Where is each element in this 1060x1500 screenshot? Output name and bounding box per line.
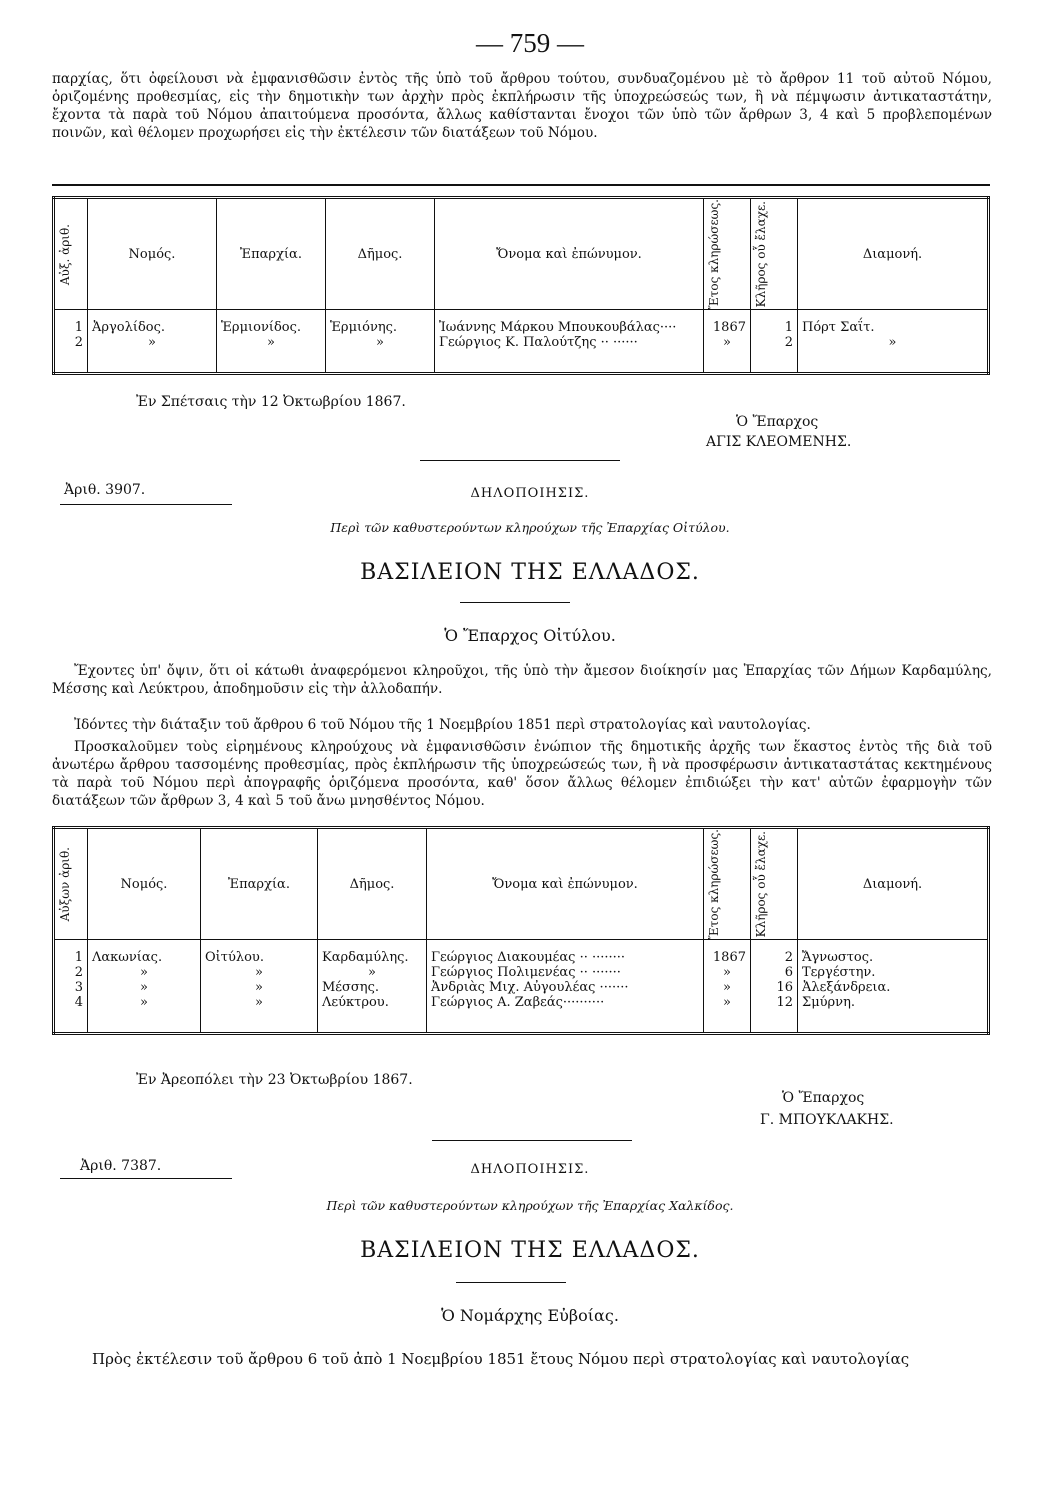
section2-kingdom: ΒΑΣΙΛΕΙΟΝ ΤΗΣ ΕΛΛΑΔΟΣ. <box>360 560 700 585</box>
col-lot: Κλῆρος οὗ ἔλαχε. <box>751 828 798 940</box>
table-header-row <box>54 198 989 310</box>
sig2-title: Ὁ Ἔπαρχος <box>782 1090 865 1106</box>
table-row: 2 » » » Γεώργιος Κ. Παλούτζης ·· ······ » 2 » <box>54 335 989 374</box>
col-name: Ὄνομα καὶ ἐπώνυμον. <box>435 198 704 310</box>
section2-heading: ΔΗΛΟΠΟΙΗΣΙΣ. <box>470 486 590 501</box>
col-year: Ἔτος κληρώσεως. <box>704 198 751 310</box>
intro-paragraph: παρχίας, ὅτι ὀφείλουσι νὰ ἐμφανισθῶσιν ἐντὸς τῆς ὑπὸ τοῦ ἄρθρου τούτου, συνδυαζομένου μὲ τὸ ἄρθρον 11 τοῦ αὐτοῦ Νόμου, ὁριζομένης προθεσμίας, εἰς τὴν δημοτικὴν των ἀρχὴν πρὸς ἐκπλήρωσιν τῆς ὑποχρεώσεώς των, ἢ νὰ πέμψωσιν ἀντικαταστάτην, ἔχοντα τὰ παρὰ τοῦ Νόμου ἀπαιτούμενα προσόντα, ἄλλως καθίστανται ἔνοχοι τῶν ὑπὸ τῶν ἄρθρων 3, 4 καὶ 5 προβλεπομένων ποινῶν, καὶ θέλομεν προχωρήσει εἰς τὴν ἐκτέλεσιν τῶν διατάξεων τοῦ Νόμου. <box>52 71 992 141</box>
sig2-place-date: Ἐν Ἀρεοπόλει τὴν 23 Ὀκτωβρίου 1867. <box>136 1072 413 1088</box>
top-rule <box>52 184 990 186</box>
section2-subheading: Περὶ τῶν καθυστερούντων κληρούχων τῆς Ἐπαρχίας Οἰτύλου. <box>330 520 730 535</box>
col-serial: Αὐξων ἀριθ. <box>54 828 88 940</box>
sig1-name: ΑΓΙΣ ΚΛΕΟΜΕΝΗΣ. <box>706 434 852 450</box>
kingdom-underline <box>460 602 570 603</box>
table-row: 4 » » Λεύκτρου. Γεώργιος Α. Ζαβεάς·········· » 12 Σμύρνη. <box>54 995 989 1034</box>
register-table-2 <box>52 826 990 1035</box>
table-row: 2 » » » Γεώργιος Πολιμενέας ·· ······· » 6 Τεργέστην. <box>54 965 989 980</box>
table-row: 1 Λακωνίας. Οἰτύλου. Καρδαμύλης. Γεώργιος Διακουμέας ·· ········ 1867 2 Ἄγνωστος. <box>54 940 989 966</box>
section2-para-1: Ἔχοντες ὑπ' ὄψιν, ὅτι οἱ κάτωθι ἀναφερόμενοι κληροῦχοι, τῆς ὑπὸ τὴν ἄμεσον διοίκησίν μας Ἐπαρχίας τῶν Δήμων Καρδαμύλης, Μέσσης καὶ Λεύκτρου, ἀποδημοῦσιν εἰς τὴν ἀλλοδαπήν. <box>52 663 992 697</box>
col-year: Ἔτος κληρώσεως. <box>704 828 751 940</box>
table-header-row <box>54 828 989 940</box>
col-residence: Διαμονή. <box>798 828 989 940</box>
col-nomos: Νομός. <box>88 828 201 940</box>
section-divider <box>420 460 620 461</box>
page-number: — 759 — <box>476 28 584 58</box>
section3-subheading: Περὶ τῶν καθυστερούντων κληρούχων τῆς Ἐπαρχίας Χαλκίδος. <box>326 1198 734 1213</box>
col-eparchia: Ἐπαρχία. <box>201 828 318 940</box>
table-row: 3 » » Μέσσης. Ἀνδριὰς Μιχ. Αὐγουλέας ······· » 16 Ἀλεξάνδρεια. <box>54 980 989 995</box>
col-serial: Αὐξ. ἀριθ. <box>54 198 88 310</box>
section2-number: Ἀριθ. 3907. <box>64 482 146 498</box>
section3-last-line: Πρὸς ἐκτέλεσιν τοῦ ἄρθρου 6 τοῦ ἀπὸ 1 Νοεμβρίου 1851 ἔτους Νόμου περὶ στρατολογίας καὶ ναυτολογίας <box>92 1350 910 1368</box>
section2-para-2: Ἰδόντες τὴν διάταξιν τοῦ ἄρθρου 6 τοῦ Νόμου τῆς 1 Νοεμβρίου 1851 περὶ στρατολογίας καὶ ναυτολογίας. <box>74 717 811 733</box>
sig1-title: Ὁ Ἔπαρχος <box>736 414 819 430</box>
section3-authority: Ὁ Νομάρχης Εὐβοίας. <box>441 1306 619 1325</box>
section3-kingdom: ΒΑΣΙΛΕΙΟΝ ΤΗΣ ΕΛΛΑΔΟΣ. <box>360 1238 700 1263</box>
section-divider <box>432 1140 632 1141</box>
col-dimos: Δῆμος. <box>318 828 427 940</box>
kingdom-underline <box>456 1282 566 1283</box>
col-eparchia: Ἐπαρχία. <box>217 198 326 310</box>
register-table-1 <box>52 196 990 375</box>
col-nomos: Νομός. <box>88 198 217 310</box>
sig2-name: Γ. ΜΠΟΥΚΛΑΚΗΣ. <box>760 1112 894 1128</box>
table-row: 1 Ἀργολίδος. Ἑρμιονίδος. Ἑρμιόνης. Ἰωάννης Μάρκου Μπουκουβάλας···· 1867 1 Πόρτ Σαΐτ. <box>54 310 989 336</box>
col-lot: Κλῆρος οὗ ἔλαχε. <box>751 198 798 310</box>
col-residence: Διαμονή. <box>798 198 989 310</box>
sig1-place-date: Ἐν Σπέτσαις τὴν 12 Ὀκτωβρίου 1867. <box>136 394 406 410</box>
col-dimos: Δῆμος. <box>326 198 435 310</box>
section2-authority: Ὁ Ἔπαρχος Οἰτύλου. <box>444 626 616 645</box>
number-underline <box>60 1178 232 1179</box>
section3-heading: ΔΗΛΟΠΟΙΗΣΙΣ. <box>470 1162 590 1177</box>
col-name: Ὄνομα καὶ ἐπώνυμον. <box>427 828 704 940</box>
section2-para-3: Προσκαλοῦμεν τοὺς εἰρημένους κληρούχους νὰ ἐμφανισθῶσιν ἐνώπιον τῆς δημοτικῆς ἀρχῆς των ἕκαστος ἐντὸς τῆς διὰ τοῦ ἀνωτέρω ἄρθρου τασσομένης προθεσμίας, πρὸς ἐκπλήρωσιν τῆς ὑποχρεώσεώς των, ἢ νὰ προσφέρωσιν ἀντικαταστάτας κεκτημένους τὰ παρὰ τοῦ Νόμου περὶ ἀπογραφῆς ὁριζόμενα προσόντα, καθ' ὅσον ἄλλως θέλομεν ἐπιδιώξει τὴν κατ' αὐτῶν ἐφαρμογὴν τῶν διατάξεων τῶν ἄρθρων 3, 4 καὶ 5 τοῦ ἄνω μνησθέντος Νόμου. <box>52 739 992 809</box>
section3-number: Ἀριθ. 7387. <box>80 1158 162 1174</box>
number-underline <box>60 504 232 505</box>
